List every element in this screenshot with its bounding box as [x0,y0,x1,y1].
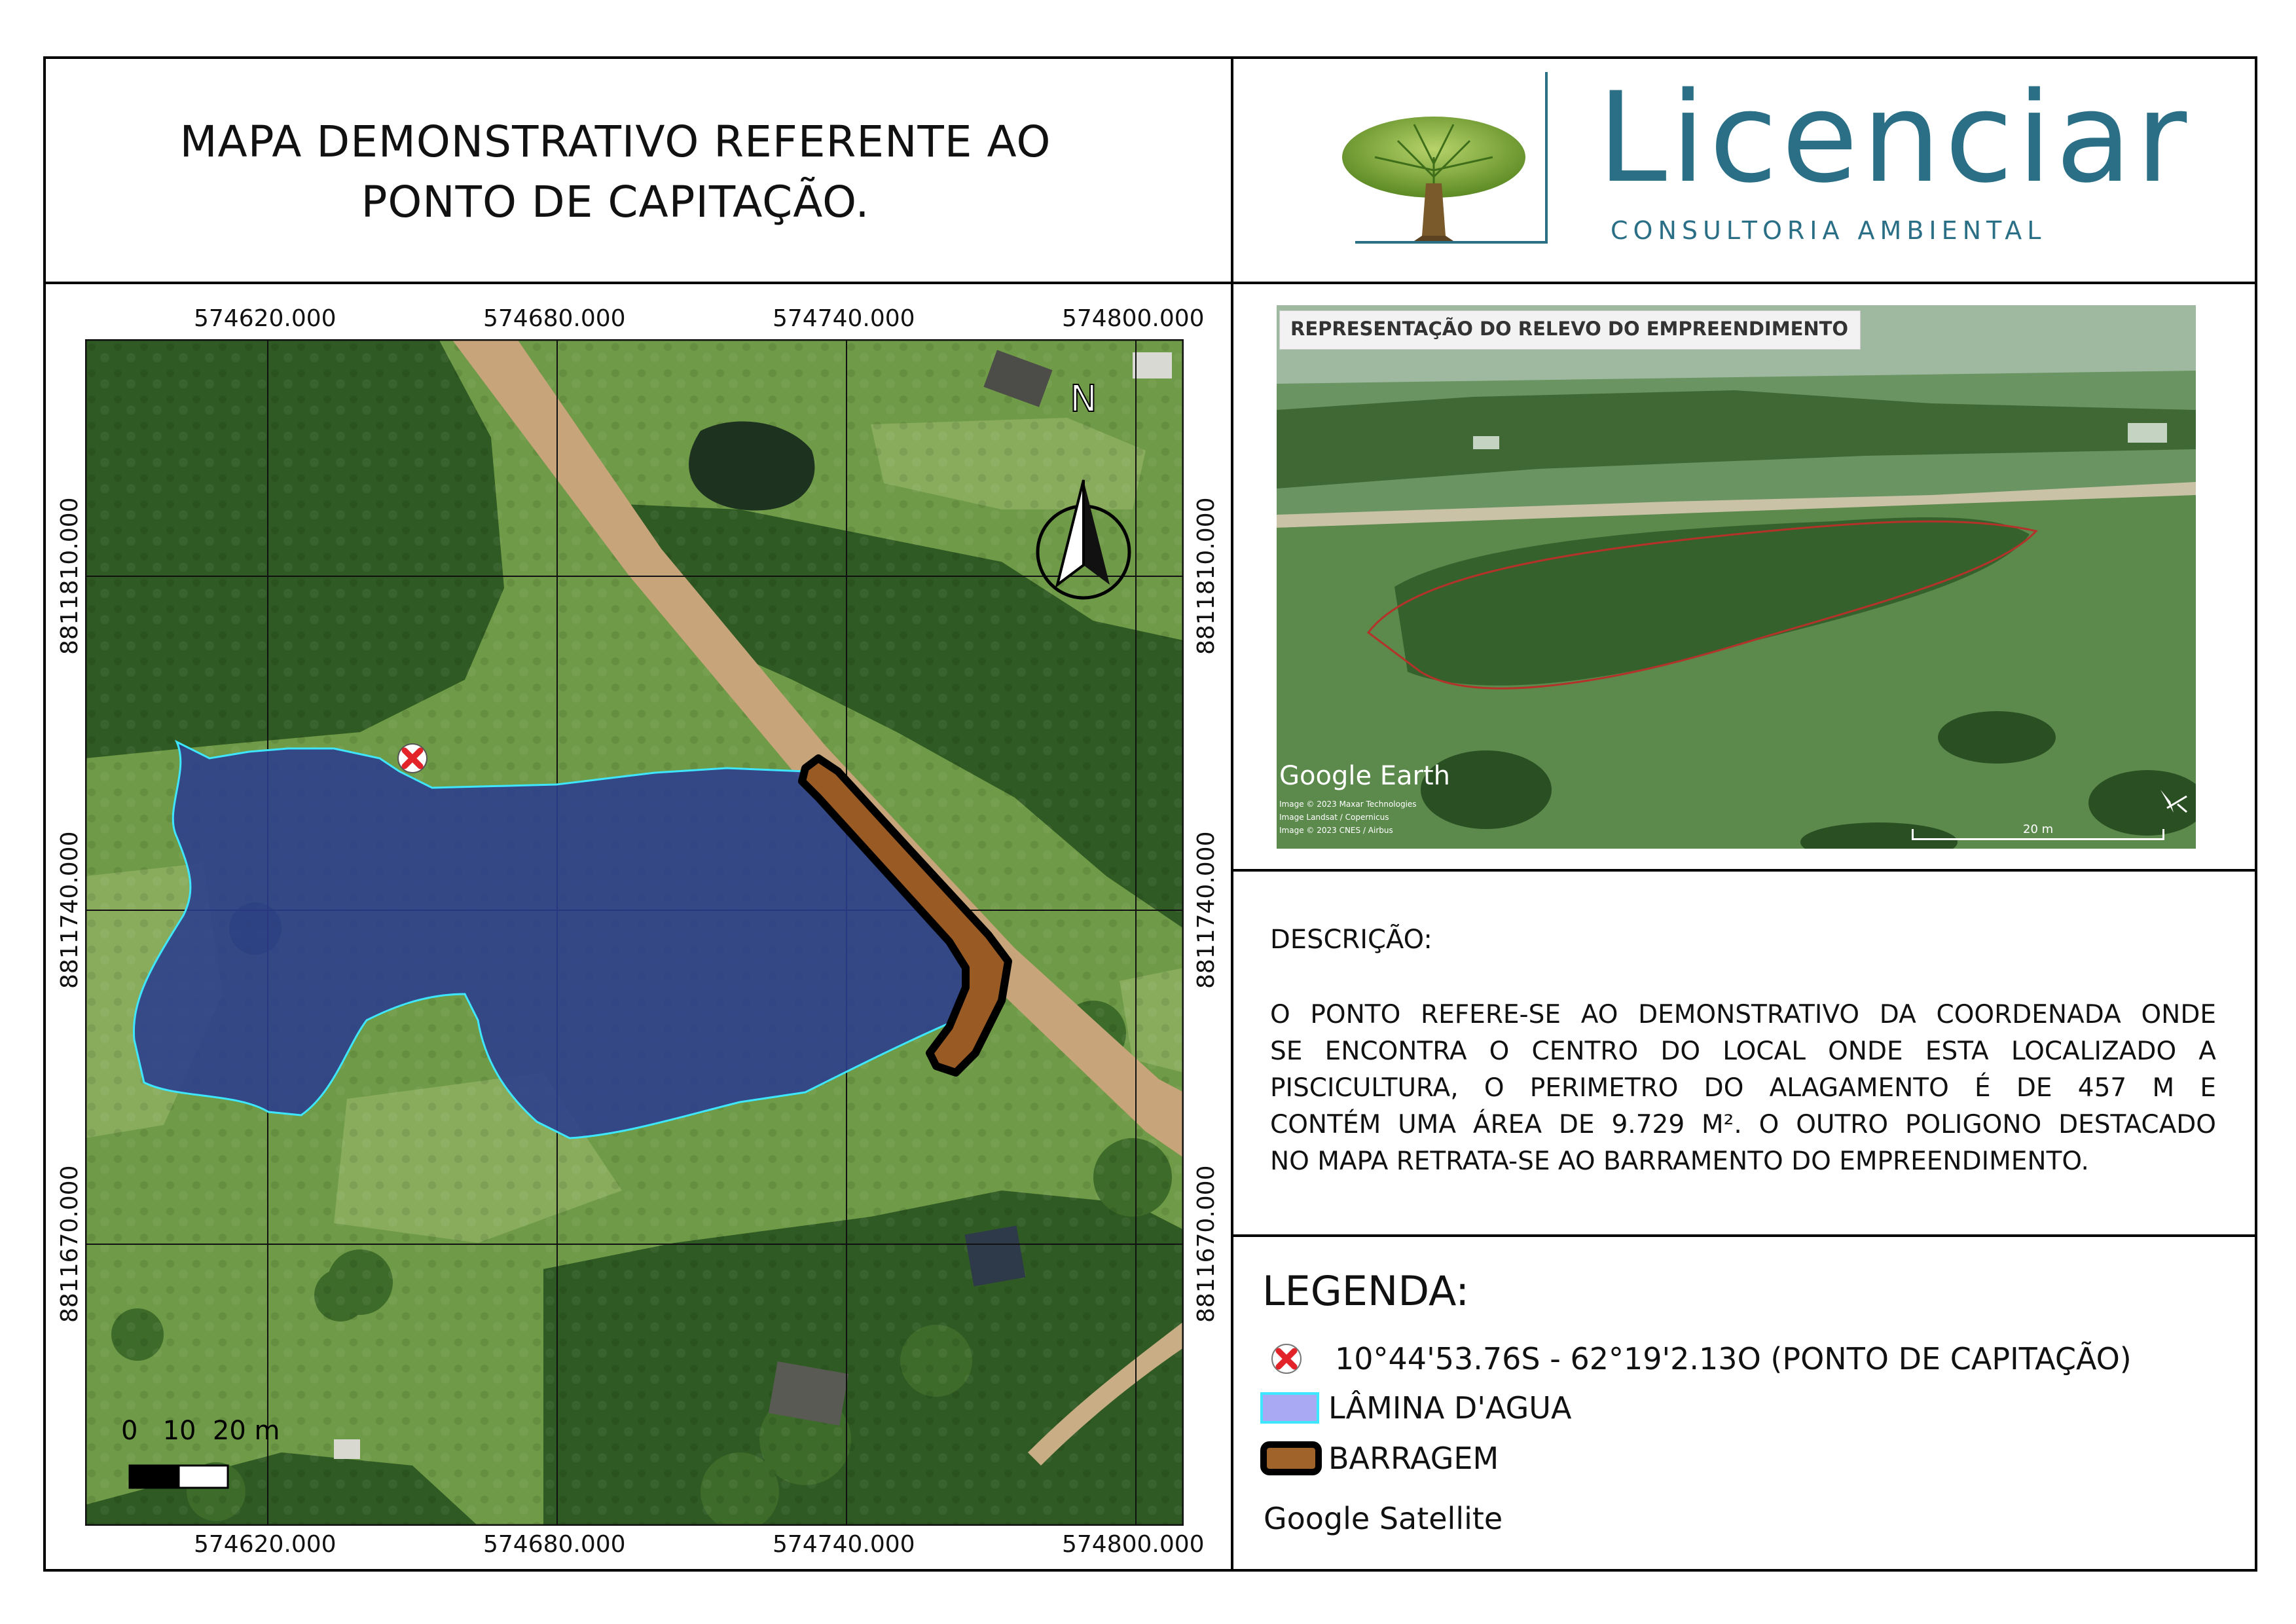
inset-compass-icon [2154,783,2193,822]
x-tick-top-4: 574800.000 [1062,305,1205,332]
y-tick-right-3: 8811670.000 [1193,1165,1220,1323]
red-x-marker-icon [1267,1339,1306,1378]
logo-subtitle: CONSULTORIA AMBIENTAL [1611,216,2047,245]
legend-heading: LEGENDA: [1262,1267,1470,1315]
map-title-line-2: PONTO DE CAPITAÇÃO. [361,176,870,227]
logo-divider-box [1545,72,1548,242]
x-tick-top-2: 574680.000 [483,305,626,332]
x-tick-bottom-4: 574800.000 [1062,1531,1205,1558]
legend-item-marker-label: 10°44'53.76S - 62°19'2.13O (PONTO DE CAPITAÇÃO) [1335,1341,2132,1376]
inset-title-box [1279,310,1861,350]
y-tick-right-1: 8811810.000 [1193,497,1220,655]
legend-item-water [1260,1390,1571,1426]
dam-fill-swatch [1260,1441,1322,1475]
company-logo [1322,65,2226,268]
description-text [1270,997,2216,1180]
inset-divider [1231,869,2257,872]
description-line-3: PISCICULTURA, O PERIMETRO DO ALAGAMENTO É DE 457 M E [1270,1073,2216,1103]
red-x-marker-icon [398,744,427,773]
y-tick-left-2: 8811740.000 [56,831,83,989]
relief-inset[interactable] [1277,305,2196,849]
x-tick-bottom-1: 574620.000 [194,1531,337,1558]
tree-icon [1336,111,1532,242]
description-line-1: O PONTO REFERE-SE AO DEMONSTRATIVO DA COORDENADA ONDE [1270,1000,2216,1029]
x-tick-bottom-2: 574680.000 [483,1531,626,1558]
y-tick-right-2: 8811740.000 [1193,831,1220,989]
logo-name: Licenciar [1597,65,2191,210]
y-tick-left-1: 8811810.000 [56,497,83,655]
description-divider [1231,1234,2257,1237]
x-tick-top-3: 574740.000 [773,305,915,332]
inset-credit-1: Image © 2023 Maxar Technologies [1279,800,1417,809]
legend-item-dam [1260,1441,1499,1476]
north-label: N [1070,378,1097,420]
y-tick-left-3: 8811670.000 [56,1165,83,1323]
logo-underline [1355,241,1548,244]
description-line-5: NO MAPA RETRATA-SE AO BARRAMENTO DO EMPREENDIMENTO. [1270,1147,2089,1176]
satellite-map[interactable] [85,339,1184,1526]
water-fill-swatch [1260,1392,1319,1424]
x-tick-bottom-3: 574740.000 [773,1531,915,1558]
x-tick-top-1: 574620.000 [194,305,337,332]
legend-item-dam-label: BARRAGEM [1328,1441,1499,1476]
inset-credit-2: Image Landsat / Copernicus [1279,813,1389,822]
inset-credit-3: Image © 2023 CNES / Airbus [1279,826,1393,835]
inset-title: REPRESENTAÇÃO DO RELEVO DO EMPREENDIMENTO [1290,318,1849,340]
google-earth-watermark: Google Earth [1279,761,1451,791]
description-line-4: CONTÉM UMA ÁREA DE 9.729 M². O OUTRO POLIGONO DESTACADO [1270,1110,2216,1139]
legend-item-water-label: LÂMINA D'AGUA [1328,1390,1572,1426]
map-title-line-1: MAPA DEMONSTRATIVO REFERENTE AO [179,116,1051,167]
scale-bar-label: 0 10 20 m [121,1416,280,1446]
description-heading: DESCRIÇÃO: [1270,925,1432,955]
description-line-2: SE ENCONTRA O CENTRO DO LOCAL ONDE ESTA LOCALIZADO A [1270,1037,2216,1066]
legend-item-marker [1267,1339,2132,1378]
map-title [46,59,1185,285]
legend-source: Google Satellite [1264,1501,1503,1536]
inset-scale-label: 20 m [2023,822,2054,836]
